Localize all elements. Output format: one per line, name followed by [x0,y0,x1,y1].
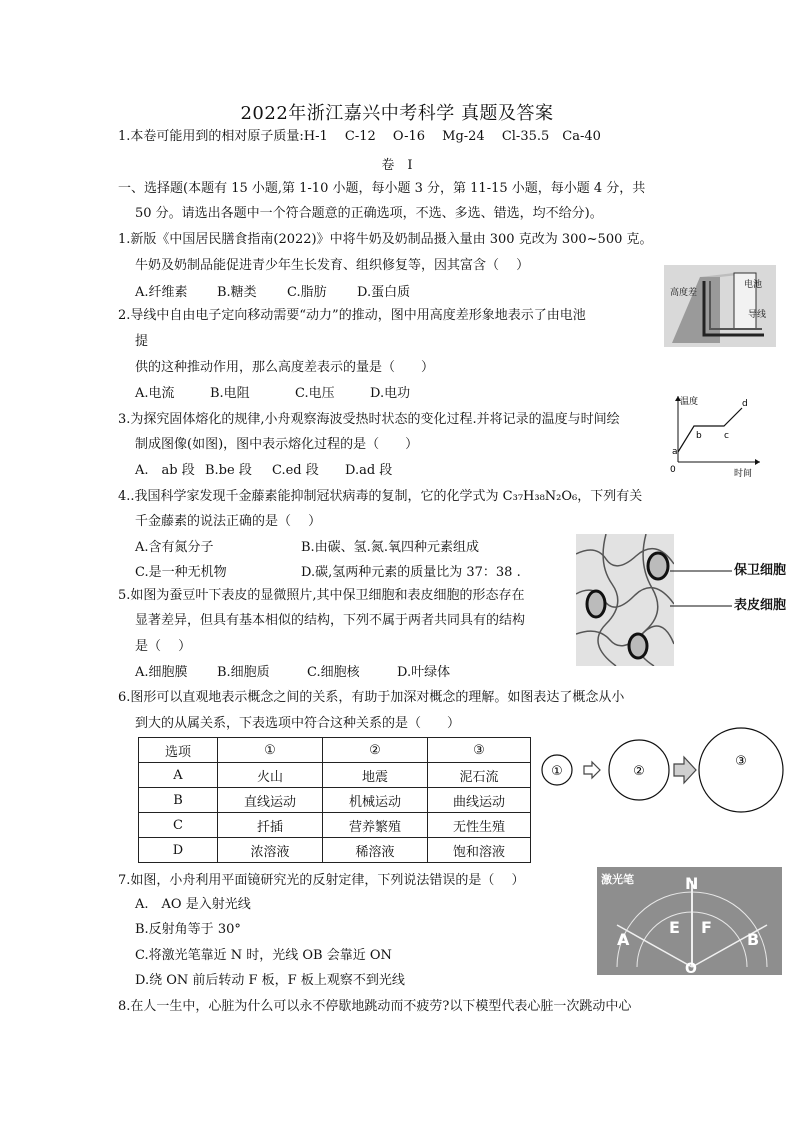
q5-option-b: B.细胞质 [217,665,270,680]
q1-option-d: D.蛋白质 [357,285,411,300]
point-d: d [742,399,748,409]
table-cell: 浓溶液 [218,838,323,863]
point-a: a [672,447,678,457]
temperature-time-graph [664,392,764,478]
wire-label: 导线 [748,310,767,320]
q8-stem: 8.在人一生中，心脏为什么可以永不停歇地跳动而不疲劳?以下模型代表心脏一次跳动中心 [118,999,632,1014]
circle-1-label: ① [551,764,563,779]
table-cell: 扦插 [218,813,323,838]
table-cell: 稀溶液 [323,838,428,863]
q2-stem: 2.导线中自由电子定向移动需要“动力”的推动，图中用高度差形象地表示了由电池 [118,308,586,323]
q4-stem-cont: 千金藤素的说法正确的是（ ） [135,514,322,529]
q4-stem: 4..我国科学家发现千金藤素能抑制冠状病毒的复制，它的化学式为 C₃₇H₃₈N₂O₆，下列有关 [118,489,643,504]
q5-option-d: D.叶绿体 [397,665,451,680]
q6-stem-cont: 到大的从属关系，下表选项中符合这种关系的是（ ） [135,716,461,731]
normal-n-label: N [685,874,699,893]
table-header-cell: 选项 [139,738,218,763]
q7-option-d: D.绕 ON 前后转动 F 板，F 板上观察不到光线 [135,973,405,988]
table-header-cell: ③ [428,738,531,763]
q4-option-b: B.由碳、氢.氮.氧四种元素组成 [301,540,479,555]
point-o-label: O [685,961,697,975]
concept-circles-diagram [538,724,788,822]
q5-stem: 5.如图为蚕豆叶下表皮的显微照片,其中保卫细胞和表皮细胞的形态存在 [118,588,525,603]
point-b: b [696,431,702,441]
table-cell: B [139,788,218,813]
atomic-mass-note: 1.本卷可能用到的相对原子质量:H-1 C-12 O-16 Mg-24 Cl-35.5 Ca-40 [118,129,601,144]
q2-option-d: D.电功 [370,386,411,401]
table-cell: 曲线运动 [428,788,531,813]
q6-options-table [138,737,531,863]
table-cell: 火山 [218,763,323,788]
epidermal-cell-label: 表皮细胞 [734,598,787,613]
circle-3-label: ③ [735,754,747,769]
page-title: 2022年浙江嘉兴中考科学 真题及答案 [240,103,554,124]
leaf-epidermis-micrograph [576,534,674,666]
q5-stem-cont2: 是（ ） [135,639,192,654]
q2-option-a: A.电流 [135,386,175,401]
table-row [139,838,531,863]
volume-label: 卷 I [381,158,413,173]
table-cell: D [139,838,218,863]
ray-a-label: A [617,930,630,949]
ray-b-label: B [747,930,760,949]
q3-option-b: B.be 段 [205,463,252,478]
q3-option-c: C.ed 段 [272,463,319,478]
q2-option-b: B.电阻 [210,386,250,401]
table-cell: C [139,813,218,838]
laser-pen-label: 激光笔 [601,873,634,886]
table-header-row [139,738,531,763]
q6-stem: 6.图形可以直观地表示概念之间的关系，有助于加深对概念的理解。如图表达了概念从小 [118,690,625,705]
height-diff-label: 高度差 [670,288,698,298]
q2-stem-cont: 提 [135,334,149,349]
q1-stem: 1.新版《中国居民膳食指南(2022)》中将牛奶及奶制品摄入量由 300 克改为 300~500 克。 [118,232,653,247]
table-cell: 营养繁殖 [323,813,428,838]
battery-label: 电池 [744,280,763,290]
table-cell: 地震 [323,763,428,788]
q3-stem-cont: 制成图像(如图)，图中表示熔化过程的是（ ） [135,437,419,452]
q7-option-a: A. AO 是入射光线 [135,897,251,912]
q5-stem-cont: 显著差异，但具有基本相似的结构，下列不属于两者共同具有的结构 [135,613,526,628]
table-cell: 饱和溶液 [428,838,531,863]
mirror-reflection-photo [597,867,782,975]
q3-option-a: A. ab 段 [135,463,195,478]
q2-option-c: C.电压 [295,386,335,401]
table-row [139,788,531,813]
q2-stem-cont2: 供的这种推动作用，那么高度差表示的量是（ ） [135,360,435,375]
guard-cell-label: 保卫细胞 [734,563,787,578]
circle-2-label: ② [633,764,645,779]
q4-option-d: D.碳,氢两种元素的质量比为 37：38 . [301,565,521,580]
q1-option-a: A.纤维素 [135,285,188,300]
q5-option-a: A.细胞膜 [135,665,188,680]
table-row [139,763,531,788]
board-e-label: E [669,918,680,937]
section-heading: 一、选择题(本题有 15 小题,第 1-10 小题，每小题 3 分，第 11-15 小题，每小题 4 分，共 [118,181,646,196]
table-cell: 直线运动 [218,788,323,813]
section-heading-cont: 50 分。请选出各题中一个符合题意的正确选项，不选、多选、错选，均不给分)。 [135,206,603,221]
point-c: c [724,431,729,441]
board-f-label: F [701,918,712,937]
q4-option-a: A.含有氮分子 [135,540,214,555]
q1-option-c: C.脂肪 [287,285,327,300]
table-cell: 泥石流 [428,763,531,788]
q4-option-c: C.是一种无机物 [135,565,227,580]
table-cell: 无性生殖 [428,813,531,838]
table-header-cell: ① [218,738,323,763]
q1-stem-cont: 牛奶及奶制品能促进青少年生长发育、组织修复等，因其富含（ ） [135,258,530,273]
table-header-cell: ② [323,738,428,763]
table-cell: A [139,763,218,788]
q5-option-c: C.细胞核 [307,665,360,680]
q3-stem: 3.为探究固体熔化的规律,小舟观察海波受热时状态的变化过程.并将记录的温度与时间绘 [118,412,620,427]
micrograph-pointers [670,560,740,610]
table-row [139,813,531,838]
q1-option-b: B.糖类 [217,285,257,300]
graph-x-label: 时间 [734,469,753,478]
q7-option-c: C.将激光笔靠近 N 时，光线 OB 会靠近 ON [135,948,392,963]
table-cell: 机械运动 [323,788,428,813]
battery-height-figure [664,265,776,347]
q3-option-d: D.ad 段 [345,463,393,478]
graph-origin: 0 [670,465,676,475]
graph-y-label: 温度 [680,397,699,407]
q7-option-b: B.反射角等于 30° [135,922,241,937]
q7-stem: 7.如图，小舟利用平面镜研究光的反射定律，下列说法错误的是（ ） [118,873,525,888]
